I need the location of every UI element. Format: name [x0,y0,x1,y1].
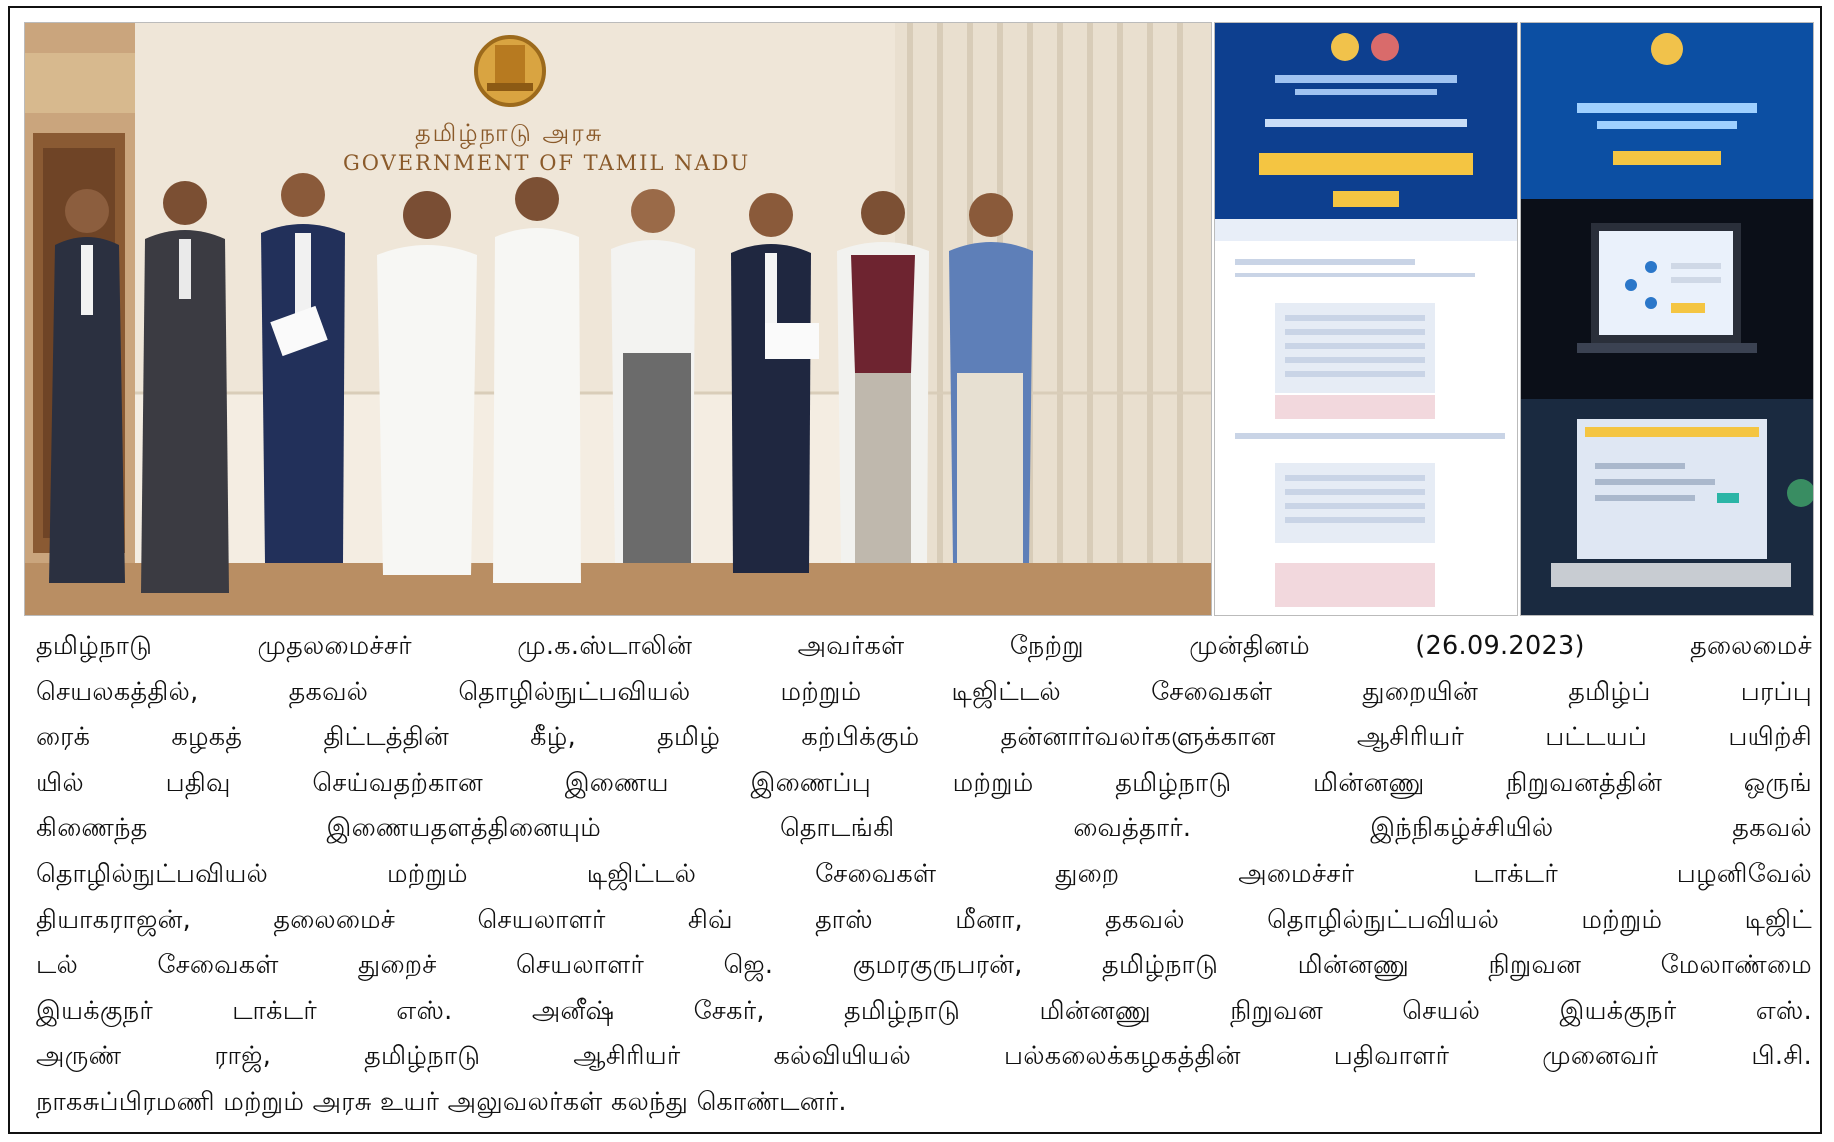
laptop-screenshot-panel [1520,22,1814,616]
article-line-6: தொழில்நுட்பவியல் மற்றும் டிஜிட்டல் சேவைகள் துறை அமைச்சர் டாக்டர் பழனிவேல் [36,858,1812,889]
portal-screenshot-panel [1214,22,1518,616]
wall-sign-english: GOVERNMENT OF TAMIL NADU [343,151,751,175]
article-line-7: தியாகராஜன், தலைமைச் செயலாளர் சிவ் தாஸ் மீனா, தகவல் தொழில்நுட்பவியல் மற்றும் டிஜிட் [36,904,1812,935]
person-9 [949,193,1033,563]
person-5 [493,177,581,583]
person-4 [377,191,477,575]
article-line-4: யில் பதிவு செய்வதற்கான இணைய இணைப்பு மற்றும் தமிழ்நாடு மின்னணு நிறுவனத்தின் ஒருங் [36,767,1812,798]
article-line-10: அருண் ராஜ், தமிழ்நாடு ஆசிரியர் கல்வியியல் பல்கலைக்கழகத்தின் பதிவாளர் முனைவர் பி.சி. [36,1041,1812,1072]
person-1 [49,189,125,583]
wall-sign-tamil: தமிழ்நாடு அரசு [415,119,604,147]
article-line-3: ரைக் கழகத் திட்டத்தின் கீழ், தமிழ் கற்பிக்கும் தன்னார்வலர்களுக்கான ஆசிரியர் பட்டயப் பயிற்சி [36,722,1812,753]
article-line-9: இயக்குநர் டாக்டர் எஸ். அனீஷ் சேகர், தமிழ்நாடு மின்னணு நிறுவன செயல் இயக்குநர் எஸ். [36,995,1812,1026]
person-3 [261,173,345,563]
article-line-2: செயலகத்தில், தகவல் தொழில்நுட்பவியல் மற்றும் டிஜிட்டல் சேவைகள் துறையின் தமிழ்ப் பரப்பு [36,676,1812,707]
laptop-illustration [1521,23,1813,615]
article-body [36,624,1812,1128]
person-7 [731,193,819,573]
officials-group [25,23,1211,615]
person-2 [141,181,229,593]
person-8 [837,191,929,563]
article-line-1: தமிழ்நாடு முதலமைச்சர் மு.க.ஸ்டாலின் அவர்கள் நேற்று முன்தினம் (26.09.2023) தலைமைச் [36,631,1812,661]
article-line-11: நாகசுப்பிரமணி மற்றும் அரசு உயர் அலுவலர்கள் கலந்து கொண்டனர். [36,1086,847,1117]
article-line-8: டல் சேவைகள் துறைச் செயலாளர் ஜெ. குமரகுருபரன், தமிழ்நாடு மின்னணு நிறுவன மேலாண்மை [36,950,1812,981]
portal-screenshots-illustration [1215,23,1517,615]
event-photo [24,22,1212,616]
person-6 [611,189,695,563]
article-line-5: கிணைந்த இணையதளத்தினையும் தொடங்கி வைத்தார். இந்நிகழ்ச்சியில் தகவல் [36,813,1812,844]
